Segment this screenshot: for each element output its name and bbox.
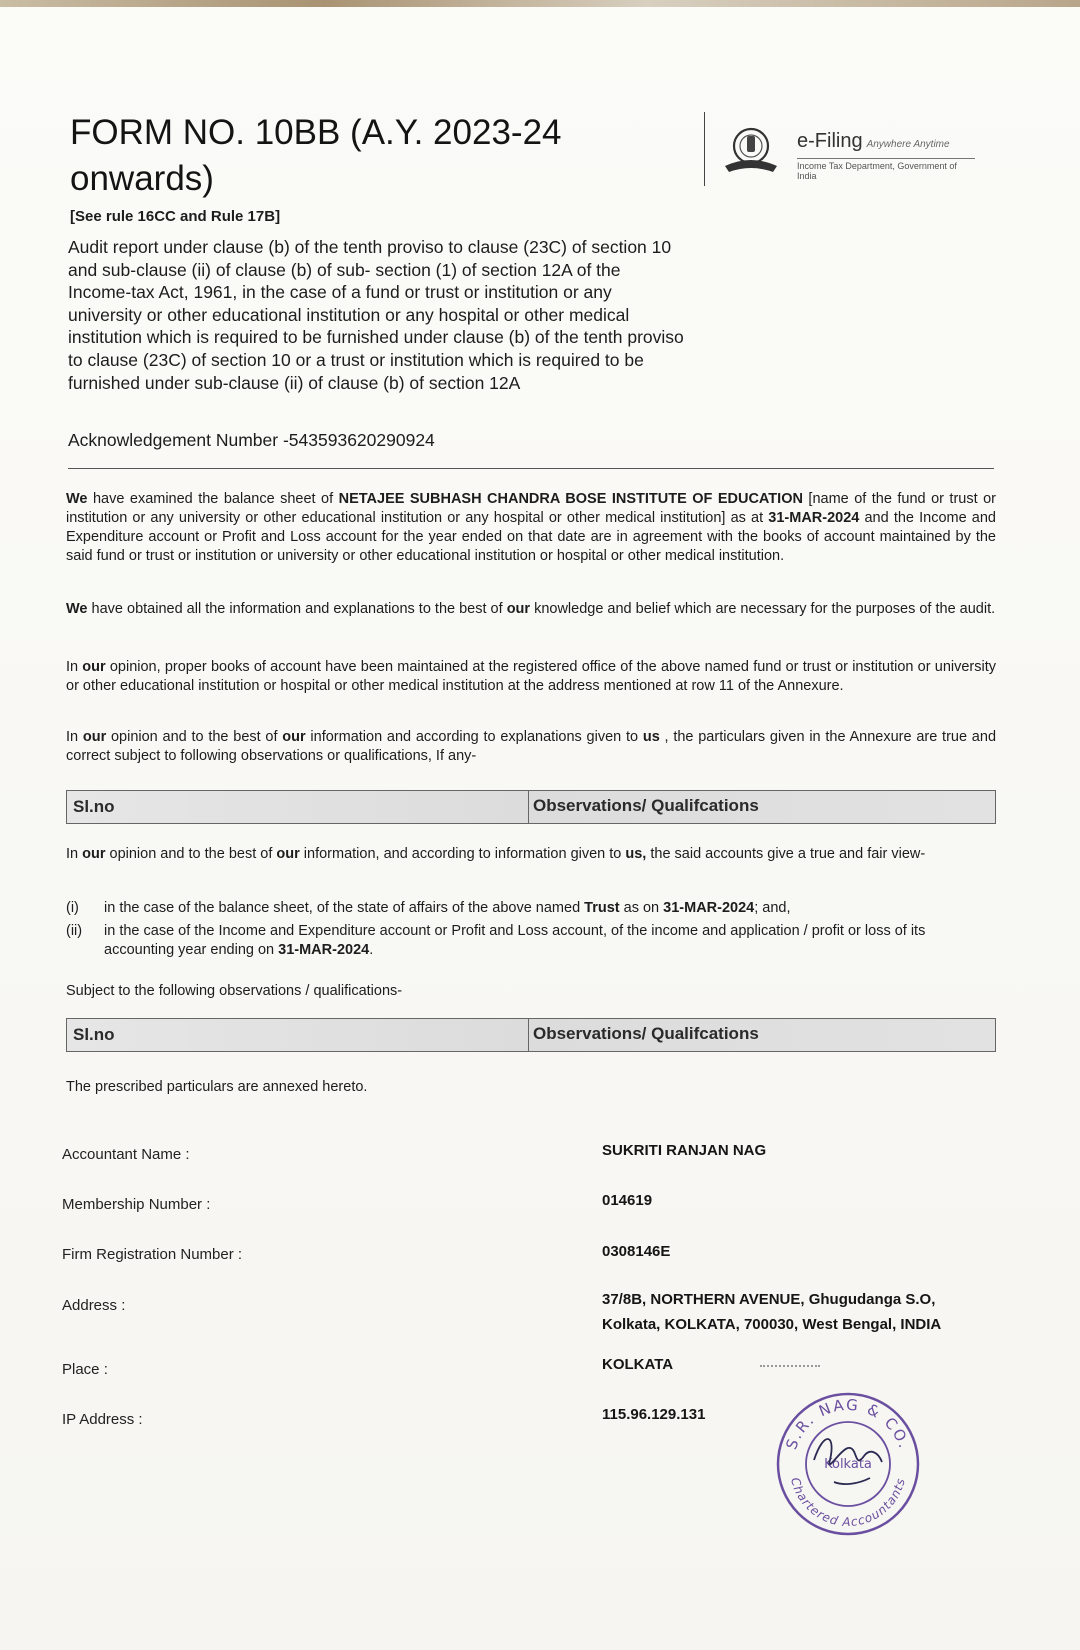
p4-our1: our xyxy=(82,729,107,745)
paragraph-true-fair xyxy=(66,845,996,864)
observations-table-1 xyxy=(66,790,996,824)
item1-text-b: as on xyxy=(619,900,664,916)
p4-text-a: In xyxy=(66,729,83,745)
address-value xyxy=(602,1287,1002,1337)
p3-our: our xyxy=(82,659,106,675)
table2-slno-header: Sl.no xyxy=(67,1019,529,1051)
address-label: Address : xyxy=(62,1297,126,1314)
p5-text-b: opinion and to the best of xyxy=(105,846,277,862)
p1-text-a: have examined the balance sheet of xyxy=(87,491,339,507)
ip-address-value: 115.96.129.131 xyxy=(602,1406,706,1423)
stamp-city: Kolkata xyxy=(824,1457,872,1472)
list-item-text xyxy=(104,922,996,960)
paragraph-examined xyxy=(66,490,996,566)
form-title-line2: onwards) xyxy=(70,159,214,198)
form-description: Audit report under clause (b) of the tenth proviso to clause (23C) of section 10 and sub-clause (ii) of clause (b) of sub- section (1) of section 12A of the Income-tax Act, 1961, in the case of a fund or trust or institution or any university or other educational institution or any hospital or other medical institution which is required to be furnished under clause (b) of the tenth proviso to clause (23C) of section 10 or a trust or institution which is required to be furnished under sub-clause (ii) of clause (b) of section 12A xyxy=(68,237,684,393)
accountant-name-value: SUKRITI RANJAN NAG xyxy=(602,1142,767,1159)
efiling-tagline: Anywhere Anytime xyxy=(866,139,950,150)
p2-text-b: knowledge and belief which are necessary for the purposes of the audit. xyxy=(530,601,996,617)
item2-date: 31-MAR-2024 xyxy=(278,942,370,958)
national-emblem-icon xyxy=(721,124,781,178)
annexed-statement: The prescribed particulars are annexed hereto. xyxy=(66,1079,368,1095)
p5-text-a: In xyxy=(66,846,83,862)
p5-our2: our xyxy=(276,846,300,862)
p1-text-c: and the Income and Expenditure account or Profit and Loss account for the year ended on that date are in agreement with the books of account maintained by the said fund or trust or institution or university or other educational institution or hospital or other medical institution. xyxy=(66,510,996,564)
subject-to-observations: Subject to the following observations / qualifications- xyxy=(66,983,403,999)
stamp-bottom-text: Chartered Accountants xyxy=(787,1476,908,1530)
p3-text-a: In xyxy=(66,659,83,675)
accountant-name-label: Accountant Name : xyxy=(62,1146,190,1163)
p5-our1: our xyxy=(82,846,106,862)
firm-registration-value: 0308146E xyxy=(602,1243,671,1260)
place-label: Place : xyxy=(62,1361,108,1378)
p4-text-d: , the particulars given in the Annexure are true and correct subject to following observations or qualifications, If any- xyxy=(66,729,997,764)
p4-text-c: information and according to explanations given to xyxy=(305,729,643,745)
list-item-number: (ii) xyxy=(66,923,83,939)
p3-text-b: opinion, proper books of account have been maintained at the registered office of the above named fund or trust or institution or university or other educational institution or hospital or other medical institution at the address mentioned at row 11 of the Annexure. xyxy=(66,659,996,694)
membership-number-label: Membership Number : xyxy=(62,1196,211,1213)
list-item-balance-sheet xyxy=(66,899,996,918)
top-edge-band xyxy=(0,0,1080,7)
institution-name: NETAJEE SUBHASH CHANDRA BOSE INSTITUTE OF EDUCATION xyxy=(338,491,803,507)
stamp-top-text: S.R. NAG & CO. xyxy=(782,1395,914,1452)
signature-dots xyxy=(760,1365,820,1371)
header-divider xyxy=(68,468,994,469)
table1-observations-header: Observations/ Qualifcations xyxy=(533,796,759,815)
efiling-logo xyxy=(704,112,995,186)
form-title-line1: FORM NO. 10BB (A.Y. 2023-24 xyxy=(70,113,562,152)
p5-us: us, xyxy=(625,846,647,862)
p4-our2: our xyxy=(282,729,306,745)
p5-text-c: information, and according to information given to xyxy=(299,846,626,862)
address-line2: Kolkata, KOLKATA, 700030, West Bengal, INDIA xyxy=(602,1316,942,1333)
p4-text-b: opinion and to the best of xyxy=(106,729,283,745)
item2-text-c: . xyxy=(369,942,374,958)
item2-text-a: in the case of the Income and Expenditure account or Profit and Loss account, of the income and application / profit or loss of its accounting year ending on xyxy=(104,923,926,958)
svg-text:S.R. NAG & CO. xyxy=(782,1396,913,1452)
efiling-department: Income Tax Department, Government of India xyxy=(797,158,975,181)
p2-we: We xyxy=(66,601,88,617)
table2-observations-header: Observations/ Qualifcations xyxy=(533,1024,759,1043)
paragraph-information xyxy=(66,600,996,619)
acknowledgement-number: Acknowledgement Number -543593620290924 xyxy=(68,430,435,450)
p1-we: We xyxy=(66,491,88,507)
rule-reference: [See rule 16CC and Rule 17B] xyxy=(70,208,281,225)
p1-text-b: [name of the fund or trust or institution or any university or other educational institution or any hospital or other medical institution] as at xyxy=(66,491,996,526)
p5-text-d: the said accounts give a true and fair view- xyxy=(646,846,926,862)
place-value: KOLKATA xyxy=(602,1356,674,1373)
list-item-income-expenditure xyxy=(66,922,996,960)
firm-seal-stamp xyxy=(774,1390,922,1538)
item1-text-c: ; and, xyxy=(754,900,791,916)
item1-date: 31-MAR-2024 xyxy=(663,900,755,916)
efiling-brand-text: e-Filing xyxy=(797,130,863,152)
observations-table-2 xyxy=(66,1018,996,1052)
address-line1: 37/8B, NORTHERN AVENUE, Ghugudanga S.O, xyxy=(602,1291,936,1308)
list-item-number: (i) xyxy=(66,900,79,916)
paragraph-books xyxy=(66,658,996,696)
list-item-text xyxy=(104,899,791,918)
table1-slno-header: Sl.no xyxy=(67,791,529,823)
p2-our: our xyxy=(506,601,531,617)
item1-trust: Trust xyxy=(584,900,620,916)
p1-date: 31-MAR-2024 xyxy=(768,510,860,526)
p2-text-a: have obtained all the information and explanations to the best of xyxy=(87,601,507,617)
efiling-brand xyxy=(797,130,950,153)
ip-address-label: IP Address : xyxy=(62,1411,143,1428)
p4-us: us xyxy=(642,729,660,745)
form-title xyxy=(70,110,630,202)
paragraph-particulars xyxy=(66,728,996,766)
membership-number-value: 014619 xyxy=(602,1192,653,1209)
firm-registration-label: Firm Registration Number : xyxy=(62,1246,243,1263)
item1-text-a: in the case of the balance sheet, of the state of affairs of the above named xyxy=(104,900,585,916)
